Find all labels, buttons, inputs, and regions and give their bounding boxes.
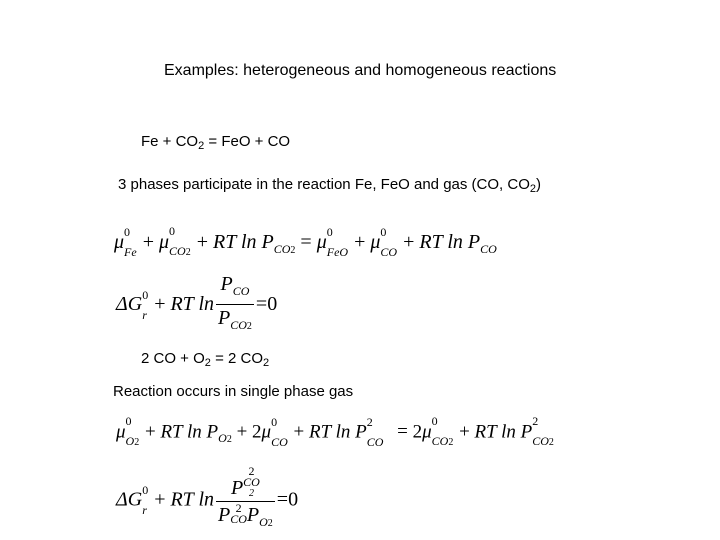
reaction-co-o2-sub2: 2 <box>263 357 270 369</box>
plus-sign: + <box>354 231 366 253</box>
rt-ln: RT ln <box>308 421 351 443</box>
plus-sign: + <box>459 421 470 443</box>
reaction-fe-co2-sub: 2 <box>198 140 205 152</box>
plus-sign: + <box>154 293 166 316</box>
reaction-co-o2-sub: 2 <box>204 357 211 369</box>
p-o2-subscript: O2 <box>218 431 232 446</box>
rt-ln: RT ln <box>170 488 215 511</box>
phases-note-post: ) <box>536 176 541 193</box>
reaction-co-o2-mid: = 2 CO <box>210 350 264 367</box>
plus-sign: + <box>144 421 156 443</box>
phases-note <box>118 176 541 194</box>
single-phase-note: Reaction occurs in single phase gas <box>113 383 354 400</box>
mu-co2-scripts: 0 CO2 <box>169 224 191 259</box>
plus-sign: + <box>236 421 248 443</box>
delta-g-scripts: 0 r <box>142 483 149 517</box>
reaction-fe-co2-pre: Fe + CO <box>141 133 199 150</box>
equals-sign: = <box>300 231 312 253</box>
equation-chemical-potential-balance <box>114 224 497 263</box>
rt-ln: RT ln <box>170 293 215 316</box>
mu-symbol: μ <box>370 231 381 253</box>
p-co2-subscript: CO2 <box>273 242 296 256</box>
delta-g: ΔG <box>116 293 143 316</box>
phases-note-sub: 2 <box>529 183 536 195</box>
pressure-symbol: P <box>467 231 481 253</box>
pressure-ratio-fraction: P 2 CO 2 P 2 CO $P_{O2}$ <box>216 466 275 536</box>
p-co-subscript: CO <box>480 242 497 256</box>
mu-co2-scripts: 0 CO2 <box>431 414 454 448</box>
plus-sign: + <box>196 231 208 253</box>
equation-gibbs-gas-reaction <box>116 466 298 536</box>
mu-feo-scripts: 0 FeO <box>326 225 349 260</box>
phases-note-pre: 3 phases participate in the reaction Fe, FeO and gas (CO, CO <box>118 176 530 193</box>
mu-symbol: μ <box>422 421 432 443</box>
equals-sign: = <box>276 488 289 511</box>
plus-sign: + <box>403 231 415 253</box>
rt-ln: RT ln <box>212 231 257 253</box>
mu-symbol: μ <box>116 421 126 443</box>
plus-sign: + <box>142 231 154 253</box>
plus-sign: + <box>154 488 166 511</box>
delta-g-scripts: 0 r <box>142 287 149 322</box>
pressure-symbol: P <box>520 421 533 443</box>
reaction-co-o2 <box>141 350 269 368</box>
p-co-squared-scripts: 2 CO <box>366 415 384 449</box>
zero: 0 <box>267 293 278 316</box>
mu-co-scripts: 0 CO <box>380 225 398 260</box>
rt-ln: RT ln <box>419 231 463 253</box>
mu-o2-scripts: 0 O2 <box>125 414 140 448</box>
mu-symbol: μ <box>261 421 272 443</box>
equation-gas-phase-balance <box>116 414 555 452</box>
rt-ln: RT ln <box>160 421 202 443</box>
pressure-symbol: P <box>261 231 274 253</box>
mu-symbol: μ <box>316 231 327 253</box>
equals-sign: = <box>255 293 268 316</box>
mu-fe-scripts: 0 Fe <box>124 225 137 260</box>
plus-sign: + <box>293 421 305 443</box>
coefficient: 2 <box>412 421 423 443</box>
reaction-fe-co2-post: = FeO + CO <box>204 133 291 150</box>
equals-sign: = <box>397 421 408 443</box>
mu-symbol: μ <box>114 231 125 253</box>
delta-g: ΔG <box>116 488 143 511</box>
zero: 0 <box>288 488 299 511</box>
page-heading: Examples: heterogeneous and homogeneous reactions <box>164 62 557 79</box>
equation-gibbs-fe-reaction <box>116 272 277 339</box>
reaction-co-o2-pre: 2 CO + O <box>141 350 205 367</box>
mu-symbol: μ <box>158 231 170 253</box>
pressure-symbol: P <box>355 421 367 443</box>
rt-ln: RT ln <box>474 421 516 443</box>
p-co2-squared-scripts: 2 CO2 <box>532 414 554 448</box>
pressure-ratio-fraction: $\frac{P_{CO}}{P_{CO2}}$ <box>216 272 254 339</box>
coefficient: 2 <box>252 421 262 443</box>
mu-co-scripts: 0 CO <box>271 415 288 449</box>
reaction-fe-co2 <box>141 133 290 151</box>
pressure-symbol: P <box>206 421 219 443</box>
